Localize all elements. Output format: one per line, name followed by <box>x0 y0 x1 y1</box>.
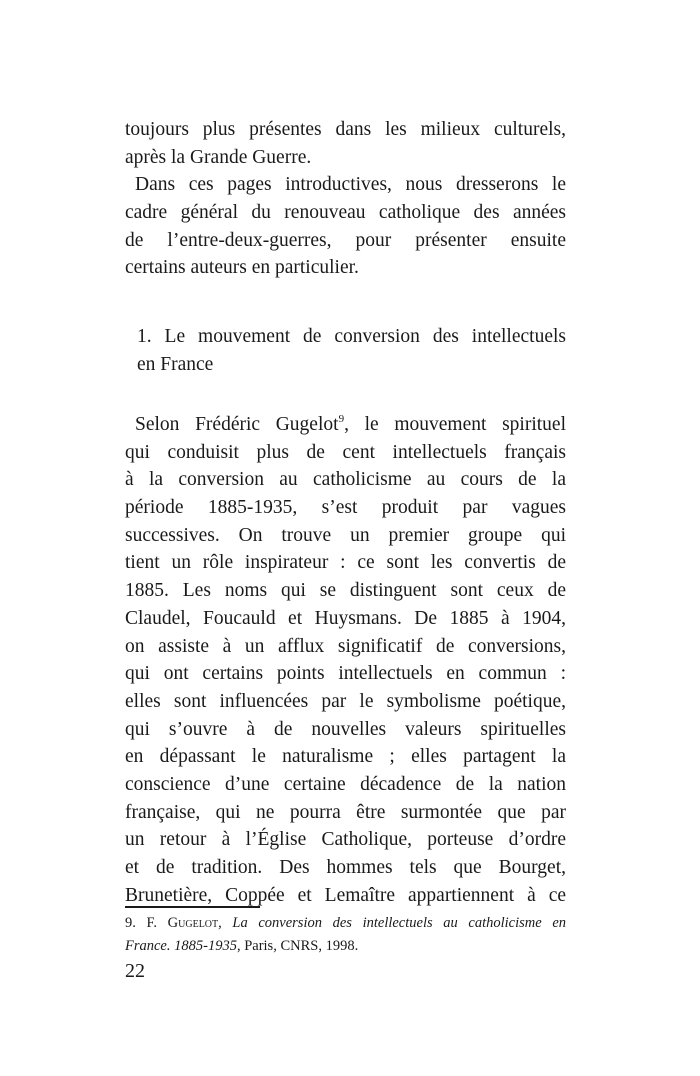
text-line: à la conversion au catholicisme au cours de la <box>125 469 566 491</box>
footnote-separator <box>125 906 260 908</box>
text-line: elles sont influencées par le symbolisme poétique, <box>125 690 566 712</box>
footnote-author: F. Gugelot <box>146 915 219 931</box>
footnote-ref: 9 <box>338 413 345 425</box>
text-line: en dépassant le naturalisme ; elles partagent la <box>125 746 566 768</box>
paragraph-continued <box>125 116 566 282</box>
text-line: on assiste à un afflux significatif de conversions, <box>125 635 566 657</box>
heading-line: 1. Le mouvement de conversion des intellectuels <box>137 326 566 347</box>
section-heading <box>137 323 566 378</box>
text-line: qui ont certains points intellectuels en commun : <box>125 663 566 685</box>
text-line <box>125 411 566 439</box>
text-line: certains auteurs en particulier. <box>125 257 359 279</box>
heading-line: en France <box>137 353 214 375</box>
text-line: qui conduisit plus de cent intellectuels français <box>125 441 566 463</box>
text-line: toujours plus présentes dans les milieux culturels, <box>125 119 566 140</box>
text-line: Dans ces pages introductives, nous dresserons le <box>135 174 566 196</box>
text-span: Selon Frédéric Gugelot <box>135 414 339 435</box>
footnote-line: 9. F. Gugelot, La conversion des intellectuels au catholicisme en <box>125 915 567 931</box>
text-line: après la Grande Guerre. <box>125 146 312 168</box>
text-line: française, qui ne pourra être surmontée que par <box>125 801 566 823</box>
text-line: 1885. Les noms qui se distinguent sont ceux de <box>125 580 566 602</box>
text-line: tient un rôle inspirateur : ce sont les convertis de <box>125 552 566 574</box>
footnote-title: France. 1885-1935 <box>125 938 237 954</box>
paragraph-conversion <box>125 411 566 909</box>
text-line: successives. On trouve un premier groupe qui <box>125 524 566 546</box>
footnote <box>125 912 566 958</box>
footnote-publication: , Paris, CNRS, 1998. <box>236 938 359 954</box>
footnote-line <box>125 935 566 958</box>
text-line: et de tradition. Des hommes tels que Bourget, <box>125 857 566 878</box>
text-line: cadre général du renouveau catholique des années <box>125 202 566 224</box>
footnote-title: La conversion des intellectuels au catholicisme en <box>232 915 567 931</box>
text-line: qui s’ouvre à de nouvelles valeurs spirituelles <box>125 718 566 740</box>
text-line: de l’entre-deux-guerres, pour présenter ensuite <box>125 229 566 251</box>
text-line: Brunetière, Coppée et Lemaître appartiennent à ce <box>125 884 566 906</box>
page-number: 22 <box>125 960 145 982</box>
text-span: , le mouvement spirituel <box>344 414 566 435</box>
text-line: un retour à l’Église Catholique, porteuse d’ordre <box>125 829 566 851</box>
text-line: Claudel, Foucauld et Huysmans. De 1885 à 1904, <box>125 607 566 629</box>
text-line: période 1885-1935, s’est produit par vagues <box>125 497 566 519</box>
text-line: conscience d’une certaine décadence de la nation <box>125 773 566 795</box>
footnote-number: 9. <box>125 915 136 931</box>
